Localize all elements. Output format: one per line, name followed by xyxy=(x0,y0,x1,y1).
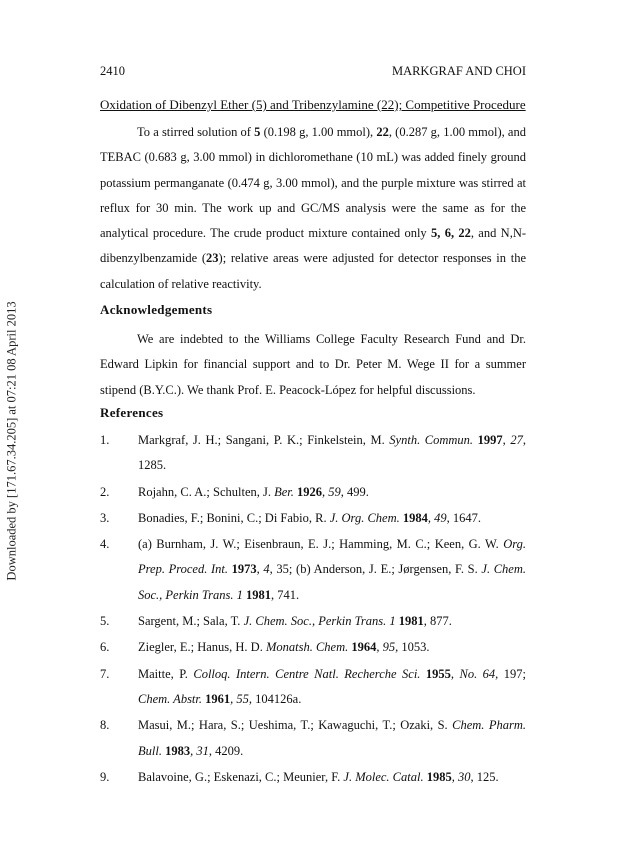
reference-item xyxy=(100,480,526,505)
ref-volume: , 55 xyxy=(230,691,249,706)
ref-volume: , 49 xyxy=(427,510,447,525)
ref-volume: , 31 xyxy=(190,743,209,758)
ref-journal: J. Molec. Catal. xyxy=(343,769,424,784)
ref-year: 1973 xyxy=(228,562,257,577)
reference-item xyxy=(100,635,526,660)
ref-journal: Colloq. Intern. Centre Natl. Recherche Sci. xyxy=(193,666,421,681)
page-number: 2410 xyxy=(100,64,125,78)
ref-volume: , No. 64 xyxy=(450,666,496,681)
acknowledgements-heading: Acknowledgements xyxy=(100,302,213,317)
ref-journal: Monatsh. Chem. xyxy=(265,640,349,655)
running-header xyxy=(100,64,526,79)
reference-number: 1. xyxy=(100,433,110,447)
ref-pages: , 741. xyxy=(270,587,300,602)
ref-pages: , 4209. xyxy=(208,743,244,758)
ref-pages: , 125. xyxy=(470,769,499,784)
reference-text xyxy=(138,480,526,505)
reference-text xyxy=(138,635,526,660)
download-watermark xyxy=(3,296,21,586)
reference-number: 5. xyxy=(100,614,110,629)
ref-pages: , 1053. xyxy=(395,640,430,655)
ref-pages: , 35; (b) Anderson, J. E.; Jørgensen, F. S. xyxy=(269,562,482,577)
ref-journal: J. Org. Chem. xyxy=(329,510,400,525)
ref-pages: , 499. xyxy=(340,484,369,499)
ref-year: 1981 xyxy=(395,614,424,629)
procedure-text: To a stirred solution of xyxy=(137,125,255,139)
reference-item xyxy=(100,506,526,531)
reference-item xyxy=(100,428,526,479)
references-heading: References xyxy=(100,405,164,420)
reference-text xyxy=(138,713,526,764)
ref-pages: , 877. xyxy=(423,614,452,629)
ref-year: 1964 xyxy=(348,640,377,655)
ref-journal: Org. Prep. Proced. Int. xyxy=(138,537,526,577)
compound-number: 22 xyxy=(458,226,471,241)
compound-number: 5 xyxy=(254,125,261,139)
reference-text xyxy=(138,506,526,531)
ref-year: 1985 xyxy=(423,769,452,784)
reference-number: 8. xyxy=(100,718,110,733)
reference-item xyxy=(100,765,526,790)
ref-volume: , 27 xyxy=(502,433,523,447)
procedure-text: ); relative areas were adjusted for detector responses in the calculation of relative reactivity. xyxy=(100,251,526,291)
reference-text xyxy=(138,532,526,608)
ref-year: 1984 xyxy=(399,510,428,525)
ref-volume: , 30 xyxy=(451,769,471,784)
ref-year: 1981 xyxy=(242,587,271,602)
running-authors: MARKGRAF AND CHOI xyxy=(391,64,526,78)
ref-pages: , 197; xyxy=(495,666,526,681)
ref-year: 1926 xyxy=(293,484,323,499)
ref-journal: Chem. Abstr. xyxy=(138,691,203,706)
ref-journal: Synth. Commun. xyxy=(389,433,474,447)
reference-item xyxy=(100,662,526,713)
reference-text xyxy=(138,609,526,634)
ref-year: 1997 xyxy=(473,433,503,447)
ref-volume: , 95 xyxy=(376,640,396,655)
compound-number: 5 xyxy=(431,226,438,241)
ref-authors: Rojahn, C. A.; Schulten, J. xyxy=(138,484,275,499)
reference-text xyxy=(138,662,526,713)
reference-list xyxy=(100,428,526,791)
compound-number: 23 xyxy=(206,251,219,266)
procedure-text: , and N,N-dibenzylbenzamide ( xyxy=(100,226,527,266)
ref-journal: J. Chem. Soc., Perkin Trans. 1 xyxy=(243,614,396,629)
reference-item xyxy=(100,609,526,634)
reference-text xyxy=(138,765,526,790)
reference-number: 4. xyxy=(100,537,110,552)
ref-authors: Maitte, P. xyxy=(138,666,194,681)
ref-authors: Bonadies, F.; Bonini, C.; Di Fabio, R. xyxy=(138,510,330,525)
reference-number: 9. xyxy=(100,769,110,784)
acknowledgements-paragraph xyxy=(100,327,526,403)
reference-number: 3. xyxy=(100,510,110,525)
reference-item xyxy=(100,713,526,764)
procedure-text: (0.198 g, 1.00 mmol), xyxy=(260,125,377,139)
ref-pages: , 1285. xyxy=(138,433,526,473)
compound-number: 22 xyxy=(376,125,389,139)
ref-year: 1983 xyxy=(161,743,191,758)
ref-journal: Chem. Pharm. Bull. xyxy=(138,718,526,758)
ref-volume: , 59 xyxy=(322,484,341,499)
reference-item xyxy=(100,532,526,608)
ref-pages: , 1647. xyxy=(446,510,481,525)
procedure-text: , (0.287 g, 1.00 mmol), and TEBAC (0.683 g, 3.00 mmol) in dichloromethane (10 mL) was added finely ground potassium permanganate (0.474 g, 3.00 mmol), and the purple mixture was stirred at reflux for 30 min. The work up and GC/MS analysis were the same as for the analytical procedure. The crude product mixture contained only xyxy=(100,125,526,241)
procedure-paragraph xyxy=(100,120,526,297)
ref-authors: (a) Burnham, J. W.; Eisenbraun, E. J.; Hamming, M. C.; Keen, G. W. xyxy=(138,537,504,552)
ref-journal: Ber. xyxy=(274,484,294,499)
ref-volume: , 4 xyxy=(256,562,270,577)
ref-authors: Balavoine, G.; Eskenazi, C.; Meunier, F. xyxy=(138,769,344,784)
ref-authors: Sargent, M.; Sala, T. xyxy=(138,614,244,629)
section-title: Oxidation of Dibenzyl Ether (5) and Tribenzylamine (22); Competitive Procedure xyxy=(100,97,526,112)
ref-pages: , 104126a. xyxy=(248,691,302,706)
compound-number: 6 xyxy=(444,226,451,241)
ref-authors: Ziegler, E.; Hanus, H. D. xyxy=(138,640,266,655)
separator: , xyxy=(437,226,445,241)
reference-number: 2. xyxy=(100,484,110,499)
separator: , xyxy=(450,226,459,241)
reference-text xyxy=(138,428,526,479)
ref-journal: J. Chem. Soc., Perkin Trans. 1 xyxy=(138,562,527,602)
acknowledgements-text: We are indebted to the Williams College Faculty Research Fund and Dr. Edward Lipkin for financial support and to Dr. Peter M. Wege II for a summer stipend (B.Y.C.). We thank Prof. E. Peacock-López for helpful discussions. xyxy=(100,332,526,397)
ref-authors: Markgraf, J. H.; Sangani, P. K.; Finkelstein, M. xyxy=(138,433,390,447)
ref-authors: Masui, M.; Hara, S.; Ueshima, T.; Kawaguchi, T.; Ozaki, S. xyxy=(138,718,453,733)
reference-number: 6. xyxy=(100,640,110,655)
ref-year: 1955 xyxy=(420,666,451,681)
reference-number: 7. xyxy=(100,666,110,681)
download-watermark-text: Downloaded by [171.67.34.205] at 07:21 08 April 2013 xyxy=(4,301,19,581)
ref-year: 1961 xyxy=(202,691,231,706)
